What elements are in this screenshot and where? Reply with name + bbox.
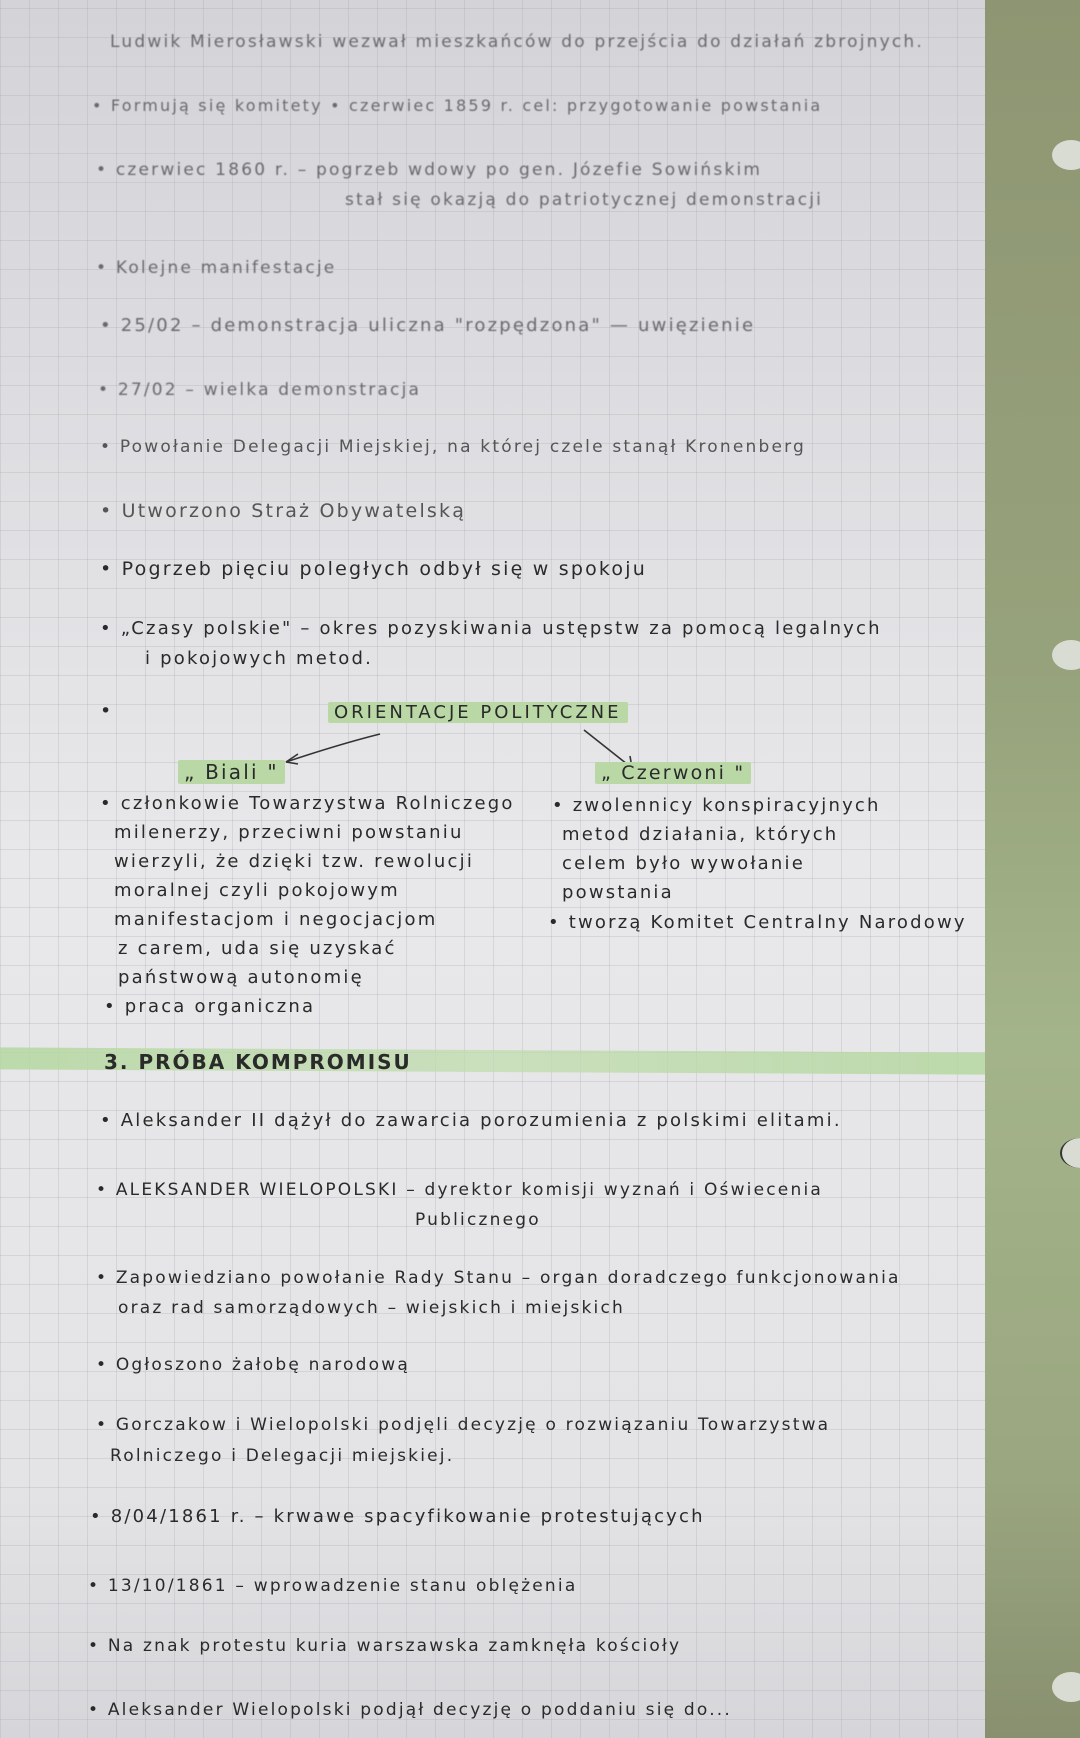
biali-line: • praca organiczna — [104, 996, 316, 1017]
note-line: • ALEKSANDER WIELOPOLSKI – dyrektor komisji wyznań i Oświecenia — [96, 1180, 823, 1200]
biali-line: moralnej czyli pokojowym — [114, 880, 400, 901]
note-line: • „Czasy polskie" – okres pozyskiwania ustępstw za pomocą legalnych — [100, 618, 882, 639]
note-line: • Utworzono Straż Obywatelską — [100, 500, 467, 522]
biali-line: wierzyli, że dzięki tzw. rewolucji — [114, 851, 475, 872]
czerwoni-label: „ Czerwoni " — [595, 762, 751, 784]
biali-line: z carem, uda się uzyskać — [118, 938, 397, 959]
note-line: • 27/02 – wielka demonstracja — [98, 380, 422, 400]
note-line: • 13/10/1861 – wprowadzenie stanu oblężenia — [88, 1576, 578, 1596]
czerwoni-line: • tworzą Komitet Centralny Narodowy — [548, 912, 967, 933]
note-line: • czerwiec 1860 r. – pogrzeb wdowy po gen. Józefie Sowińskim — [96, 160, 763, 180]
note-line: oraz rad samorządowych – wiejskich i miejskich — [118, 1298, 625, 1318]
diagram-title — [328, 702, 628, 723]
note-line: i pokojowych metod. — [145, 648, 373, 669]
diagram-title-text: ORIENTACJE POLITYCZNE — [328, 702, 628, 723]
section-heading: 3. PRÓBA KOMPROMISU — [104, 1050, 412, 1074]
arrow-left-icon — [280, 730, 390, 770]
note-line: • Aleksander Wielopolski podjął decyzję o poddaniu się do... — [88, 1700, 733, 1720]
note-line: • Zapowiedziano powołanie Rady Stanu – organ doradczego funkcjonowania — [96, 1268, 901, 1288]
note-line: • Powołanie Delegacji Miejskiej, na której czele stanął Kronenberg — [100, 437, 807, 457]
binder-background — [985, 0, 1080, 1738]
bullet-dot: • — [100, 700, 114, 722]
biali-label: „ Biali " — [178, 760, 285, 784]
note-line: Ludwik Mierosławski wezwał mieszkańców do przejścia do działań zbrojnych. — [110, 32, 924, 52]
note-line: • Pogrzeb pięciu poległych odbył się w spokoju — [100, 558, 647, 580]
note-line: • Kolejne manifestacje — [96, 258, 337, 278]
czerwoni-line: • zwolennicy konspiracyjnych — [552, 795, 881, 816]
note-line: stał się okazją do patriotycznej demonstracji — [345, 190, 824, 210]
note-line: Publicznego — [415, 1210, 541, 1230]
czerwoni-line: celem było wywołanie — [562, 853, 805, 874]
biali-line: milenerzy, przeciwni powstaniu — [114, 822, 464, 843]
note-line: • Ogłoszono żałobę narodową — [96, 1355, 410, 1375]
czerwoni-line: metod działania, których — [562, 824, 839, 845]
note-line: • Aleksander II dążył do zawarcia porozumienia z polskimi elitami. — [100, 1110, 842, 1131]
czerwoni-line: powstania — [562, 882, 674, 903]
note-line: • Gorczakow i Wielopolski podjęli decyzję o rozwiązaniu Towarzystwa — [96, 1415, 831, 1435]
note-line: • Na znak protestu kuria warszawska zamknęła kościoły — [88, 1636, 682, 1656]
note-line: • 8/04/1861 r. – krwawe spacyfikowanie protestujących — [90, 1506, 705, 1527]
biali-line: • członkowie Towarzystwa Rolniczego — [100, 793, 515, 814]
note-line: Rolniczego i Delegacji miejskiej. — [110, 1446, 455, 1466]
note-line: • Formują się komitety • czerwiec 1859 r. cel: przygotowanie powstania — [92, 96, 823, 115]
biali-line: manifestacjom i negocjacjom — [114, 909, 438, 930]
note-line: • 25/02 – demonstracja uliczna "rozpędzona" — uwięzienie — [100, 315, 756, 336]
biali-line: państwową autonomię — [118, 967, 364, 988]
